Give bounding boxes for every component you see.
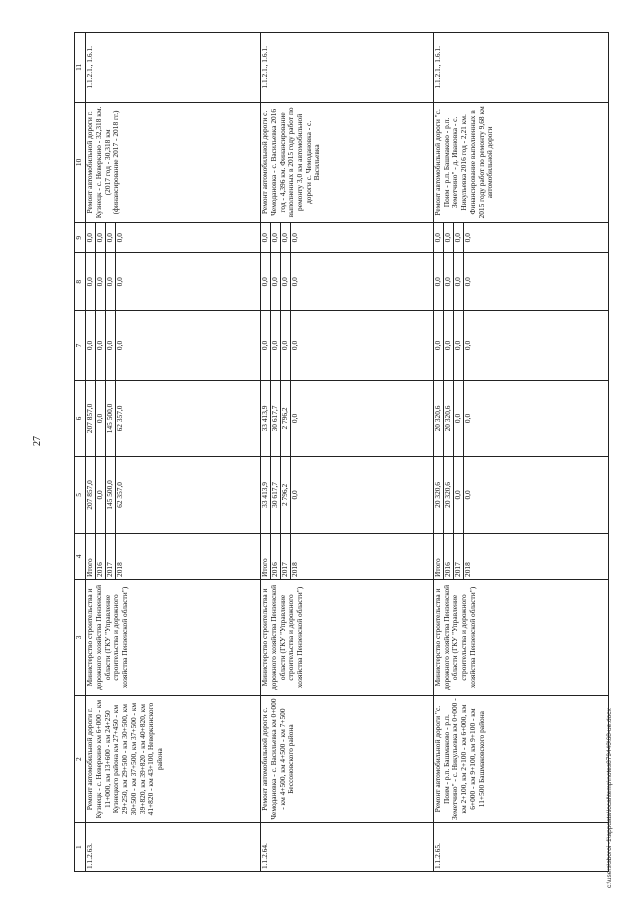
other-sources-cell: 0,0 [281,223,291,253]
other-sources-cell: 0,0 [271,223,281,253]
col-header: 8 [75,253,86,311]
item-number: 1.1.2.63. [86,823,261,872]
measure-name: Ремонт автомобильной дороги с. Чемодановка - с. Васильевка км 0+000 - км 4+500, км 4+500 - км 7+500 Бессоновского района [261,695,434,822]
regional-budget-cell: 0,0 [291,380,434,456]
total-value-cell: 0,0 [454,457,464,533]
table-row [86,33,96,872]
year-cell: 2018 [291,533,434,579]
indicator-cell: 1.1.2.1., 1.6.1. [86,33,261,103]
year-cell: 2016 [444,533,454,579]
federal-budget-cell: 0,0 [444,311,454,381]
local-budget-cell: 0,0 [464,253,609,311]
year-cell: Итого [86,533,96,579]
local-budget-cell: 0,0 [86,253,96,311]
other-sources-cell: 0,0 [444,223,454,253]
other-sources-cell: 0,0 [106,223,116,253]
local-budget-cell: 0,0 [291,253,434,311]
total-value-cell: 145 500,0 [106,457,116,533]
col-header: 5 [75,457,86,533]
regional-budget-cell: 30 617,7 [271,380,281,456]
year-cell: 2017 [281,533,291,579]
other-sources-cell: 0,0 [86,223,96,253]
year-cell: 2018 [464,533,609,579]
year-cell: 2016 [271,533,281,579]
local-budget-cell: 0,0 [116,253,261,311]
local-budget-cell: 0,0 [261,253,271,311]
local-budget-cell: 0,0 [271,253,281,311]
item-number: 1.1.2.64. [261,823,434,872]
expected-result-cell: Ремонт автомобильной дороги "с. Поим - р.п. Башмаково - р.п. Земетчино" - д. Ивановка - с. Никульевка 2016 год - 2,21 км. Финансирование выполненных в 2015 году работ по ремонту 9,68 км автомобильной дороги [434,102,609,223]
col-header: 9 [75,223,86,253]
col-header: 3 [75,580,86,696]
year-cell: Итого [261,533,271,579]
regional-budget-cell: 20 320,6 [434,380,444,456]
other-sources-cell: 0,0 [464,223,609,253]
regional-budget-cell: 0,0 [454,380,464,456]
total-value-cell: 0,0 [291,457,434,533]
federal-budget-cell: 0,0 [464,311,609,381]
total-value-cell: 2 796,2 [281,457,291,533]
other-sources-cell: 0,0 [454,223,464,253]
item-number: 1.1.2.65. [434,823,609,872]
regional-budget-cell: 207 857,0 [86,380,96,456]
local-budget-cell: 0,0 [96,253,106,311]
expected-result-cell: Ремонт автомобильной дороги с. Чемодановка - с. Васильевка 2016 год - 4,396 км. Финансирование выполненных в 2015 году работ по ремонту 3,0 км автомобильной дороги с. Чемодановка - с. Васильевка [261,102,434,223]
other-sources-cell: 0,0 [116,223,261,253]
total-value-cell: 207 857,0 [86,457,96,533]
col-header: 1 [75,823,86,872]
other-sources-cell: 0,0 [291,223,434,253]
total-value-cell: 0,0 [96,457,106,533]
table-row [261,33,271,872]
federal-budget-cell: 0,0 [116,311,261,381]
other-sources-cell: 0,0 [261,223,271,253]
measure-name: Ремонт автомобильной дороги г. Кузнецк - с. Неверкино км 6+000 - км 11+000, км 13+600 - км 24+250 Кузнецкого района км 27+450 - км 29+250, км 29+500 - км 30+500, км 30+500 - км 37+500, км 37+500 - км 39+820, км 39+820 - км 40+820, км 41+820 - км 43+100, Неверкинского района [86,695,261,822]
regional-budget-cell: 0,0 [464,380,609,456]
measures-table [74,32,609,872]
total-value-cell: 20 320,6 [434,457,444,533]
regional-budget-cell: 33 413,9 [261,380,271,456]
year-cell: 2017 [454,533,464,579]
expected-result-cell: Ремонт автомобильной дороги г. Кузнецк - с. Неверкино - 32,318 км. (2017 год - 30,318 км (финансирование 2017 - 2018 гг.) [86,102,261,223]
federal-budget-cell: 0,0 [454,311,464,381]
rotated-table-container [74,32,609,872]
federal-budget-cell: 0,0 [96,311,106,381]
federal-budget-cell: 0,0 [106,311,116,381]
col-header: 2 [75,695,86,822]
col-header: 11 [75,33,86,103]
col-header: 4 [75,533,86,579]
regional-budget-cell: 2 796,2 [281,380,291,456]
federal-budget-cell: 0,0 [434,311,444,381]
total-value-cell: 30 617,7 [271,457,281,533]
local-budget-cell: 0,0 [281,253,291,311]
year-cell: 2017 [106,533,116,579]
table-row [434,33,444,872]
total-value-cell: 33 413,9 [261,457,271,533]
regional-budget-cell: 62 357,0 [116,380,261,456]
local-budget-cell: 0,0 [106,253,116,311]
total-value-cell: 0,0 [464,457,609,533]
indicator-cell: 1.1.2.1., 1.6.1. [434,33,609,103]
federal-budget-cell: 0,0 [86,311,96,381]
local-budget-cell: 0,0 [434,253,444,311]
footer-file-path: c:\users\sboroi~1\appdata\local\temp\notes879440\68-ue.docx [606,708,613,888]
col-header: 6 [75,380,86,456]
executor-cell: Министерство строительства и дорожного хозяйства Пензенской области (ГКУ "Управление строительства и дорожного хозяйства Пензенской области") [434,580,609,696]
year-cell: 2018 [116,533,261,579]
col-header: 7 [75,311,86,381]
page-number: 27 [32,436,43,446]
measure-name: Ремонт автомобильной дороги "с. Поим - р.п. Башмаково - р.п. Земетчино" - с. Никульевка км 0+000 - км 2+100, км 2+100 - км 6+000, км 6+000 - км 9+100, км 9+100 - км 11+500 Башмаковского района [434,695,609,822]
federal-budget-cell: 0,0 [261,311,271,381]
year-cell: 2016 [96,533,106,579]
federal-budget-cell: 0,0 [271,311,281,381]
year-cell: Итого [434,533,444,579]
federal-budget-cell: 0,0 [291,311,434,381]
indicator-cell: 1.1.2.1., 1.6.1. [261,33,434,103]
local-budget-cell: 0,0 [454,253,464,311]
regional-budget-cell: 145 500,0 [106,380,116,456]
table-body [75,33,609,872]
executor-cell: Министерство строительства и дорожного хозяйства Пензенской области (ГКУ "Управление строительства и дорожного хозяйства Пензенской области") [86,580,261,696]
federal-budget-cell: 0,0 [281,311,291,381]
total-value-cell: 62 357,0 [116,457,261,533]
regional-budget-cell: 20 320,6 [444,380,454,456]
other-sources-cell: 0,0 [96,223,106,253]
column-number-row [75,33,86,872]
total-value-cell: 20 320,6 [444,457,454,533]
local-budget-cell: 0,0 [444,253,454,311]
other-sources-cell: 0,0 [434,223,444,253]
executor-cell: Министерство строительства и дорожного хозяйства Пензенской области (ГКУ "Управление строительства и дорожного хозяйства Пензенской области") [261,580,434,696]
col-header: 10 [75,102,86,223]
regional-budget-cell: 0,0 [96,380,106,456]
